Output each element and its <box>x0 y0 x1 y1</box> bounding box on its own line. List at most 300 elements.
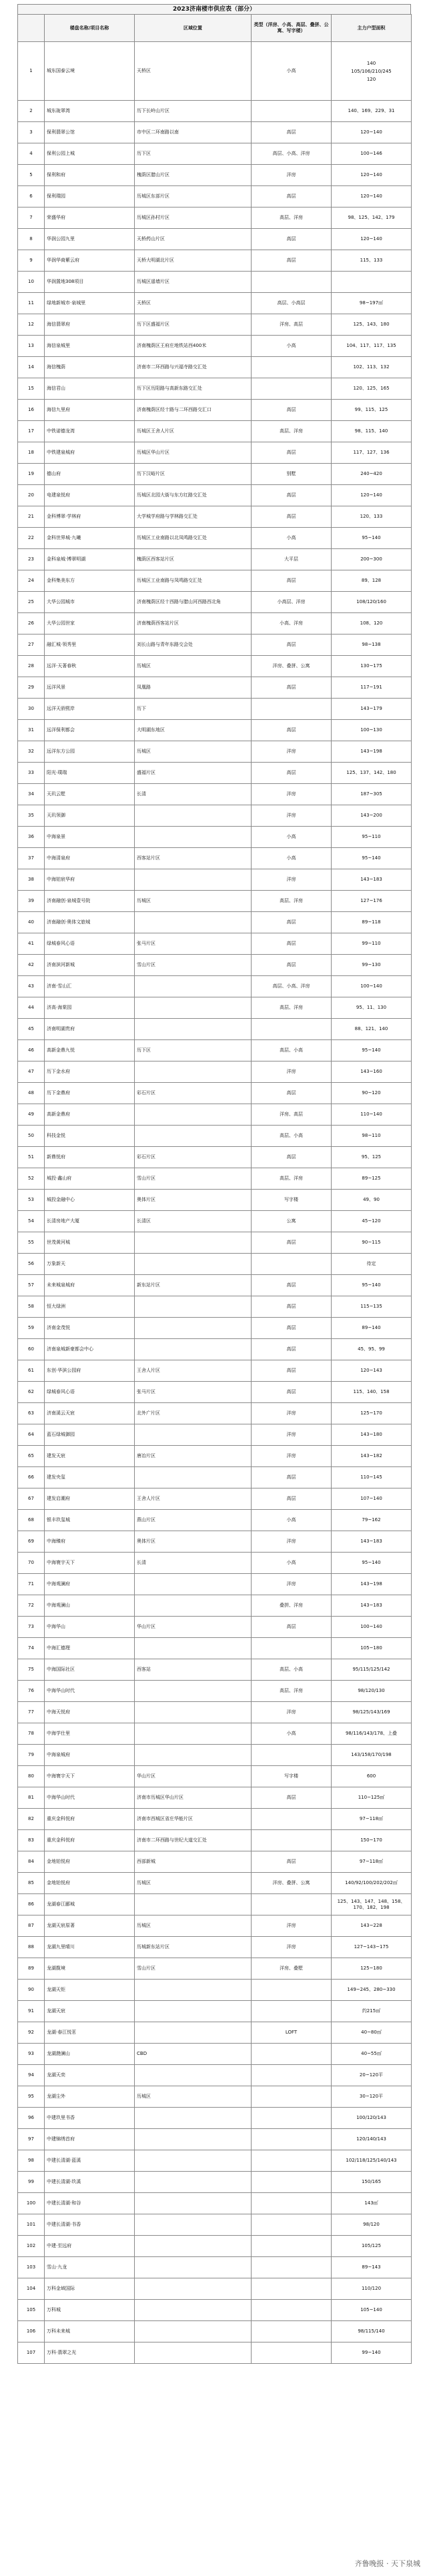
unit-area: 143~180 <box>332 1424 412 1446</box>
table-row <box>18 1745 412 1766</box>
unit-area: 95~140 <box>332 528 412 549</box>
unit-area: 98~138 <box>332 634 412 656</box>
building-type: 高层、小高 <box>252 1659 332 1681</box>
table-row <box>18 2086 412 2108</box>
row-number: 4 <box>18 143 45 165</box>
building-type: 洋房 <box>252 741 332 763</box>
unit-area: 90~115 <box>332 1232 412 1254</box>
building-type <box>252 378 332 400</box>
location <box>135 2065 252 2086</box>
unit-area: 117、127、136 <box>332 442 412 464</box>
project-name: 中海铂宸华府 <box>45 869 135 891</box>
location <box>135 1104 252 1126</box>
row-number: 87 <box>18 1915 45 1937</box>
header-number <box>18 15 45 42</box>
project-name: 龙湖滟澜山 <box>45 2044 135 2065</box>
building-type: 高层 <box>252 1296 332 1318</box>
location: 历城区 <box>135 741 252 763</box>
building-type: 高层、洋房 <box>252 1681 332 1702</box>
building-type: 高层 <box>252 1488 332 1510</box>
table-row <box>18 207 412 229</box>
row-number: 33 <box>18 763 45 784</box>
project-name: 长清房地产大厦 <box>45 1211 135 1232</box>
location: 天桥大明湖北片区 <box>135 250 252 272</box>
table-row <box>18 677 412 699</box>
building-type: 洋房 <box>252 1531 332 1553</box>
location: 奥体片区 <box>135 1190 252 1211</box>
building-type <box>252 2001 332 2022</box>
project-name: 中海泉景 <box>45 827 135 848</box>
building-type: 洋房 <box>252 1702 332 1723</box>
unit-area: 100~146 <box>332 143 412 165</box>
project-name: 华润公园九里 <box>45 229 135 250</box>
building-type: 高层、小高、洋房 <box>252 143 332 165</box>
table-row <box>18 2129 412 2150</box>
table-row <box>18 1083 412 1104</box>
table-row <box>18 1617 412 1638</box>
unit-area: 127~143~175 <box>332 1937 412 1958</box>
unit-area: 98/120/130 <box>332 1681 412 1702</box>
building-type: 小高 <box>252 528 332 549</box>
project-name: 城投金融中心 <box>45 1190 135 1211</box>
building-type <box>252 1809 332 1830</box>
location: 凤凰路 <box>135 677 252 699</box>
table-row <box>18 1190 412 1211</box>
unit-area: 40~80㎡ <box>332 2022 412 2044</box>
row-number: 40 <box>18 912 45 933</box>
unit-area: 150/165 <box>332 2172 412 2193</box>
table-row <box>18 1702 412 1723</box>
location <box>135 2193 252 2214</box>
unit-area: 98、125、142、179 <box>332 207 412 229</box>
building-type: 高层 <box>252 1787 332 1809</box>
row-number: 91 <box>18 2001 45 2022</box>
unit-area: 99~140 <box>332 2342 412 2364</box>
table-row <box>18 570 412 592</box>
unit-area: 99~130 <box>332 955 412 976</box>
row-number: 9 <box>18 250 45 272</box>
table-row <box>18 1019 412 1040</box>
project-name: 济高·海棠园 <box>45 997 135 1019</box>
building-type: 高层 <box>252 634 332 656</box>
building-type: 高层 <box>252 1318 332 1339</box>
building-type: 高层 <box>252 186 332 207</box>
table-row <box>18 784 412 805</box>
location: 历城区 <box>135 1873 252 1894</box>
project-name: 绿城春风心语 <box>45 1382 135 1403</box>
building-type: 高层、洋房 <box>252 891 332 912</box>
unit-area: 99、115、125 <box>332 400 412 421</box>
building-type <box>252 699 332 720</box>
unit-area: 140/92/100/202/202㎡ <box>332 1873 412 1894</box>
table-row <box>18 1254 412 1275</box>
location: 雪山片区 <box>135 1168 252 1190</box>
row-number: 96 <box>18 2108 45 2129</box>
location: 历下区 <box>135 143 252 165</box>
project-name: 大华公园世家 <box>45 613 135 634</box>
table-row <box>18 549 412 570</box>
unit-area: 105~140 <box>332 2300 412 2321</box>
project-name: 未来城泉城府 <box>45 1275 135 1296</box>
project-name: 新鼎悦府 <box>45 1147 135 1168</box>
unit-area: 143~179 <box>332 699 412 720</box>
table-row <box>18 2236 412 2257</box>
building-type: 高层、洋房 <box>252 1168 332 1190</box>
location: 王舍人片区 <box>135 1360 252 1382</box>
row-number: 19 <box>18 464 45 485</box>
unit-area: 200~300 <box>332 549 412 570</box>
row-number: 38 <box>18 869 45 891</box>
table-row <box>18 506 412 528</box>
table-row <box>18 997 412 1019</box>
project-name: 金地铂悦府 <box>45 1851 135 1873</box>
project-name: 蓝石绿城御园 <box>45 1424 135 1446</box>
supply-sheet <box>17 4 411 2364</box>
location <box>135 1019 252 1040</box>
row-number: 21 <box>18 506 45 528</box>
unit-area: 140、169、229、31 <box>332 101 412 122</box>
table-row <box>18 1937 412 1958</box>
unit-area: 100~130 <box>332 720 412 741</box>
row-number: 106 <box>18 2321 45 2342</box>
building-type <box>252 2300 332 2321</box>
table-row <box>18 400 412 421</box>
location: 奥体片区 <box>135 1531 252 1553</box>
row-number: 53 <box>18 1190 45 1211</box>
row-number: 30 <box>18 699 45 720</box>
table-row <box>18 42 412 101</box>
unit-area: 120~140 <box>332 229 412 250</box>
project-name: 海信泉城里 <box>45 336 135 357</box>
table-row <box>18 1787 412 1809</box>
building-type <box>252 1980 332 2001</box>
unit-area: 120、133 <box>332 506 412 528</box>
unit-area: 30~120平 <box>332 2086 412 2108</box>
table-row <box>18 1360 412 1382</box>
location <box>135 2278 252 2300</box>
project-name: 远洋天骄熙岸 <box>45 699 135 720</box>
location <box>135 1424 252 1446</box>
location: 华山片区 <box>135 1617 252 1638</box>
table-row <box>18 186 412 207</box>
project-name: 阳光·璞瑞 <box>45 763 135 784</box>
row-number: 102 <box>18 2236 45 2257</box>
row-number: 13 <box>18 336 45 357</box>
building-type <box>252 2257 332 2278</box>
location: 新东站片区 <box>135 1275 252 1296</box>
unit-area: 120~140 <box>332 165 412 186</box>
unit-area: 102、113、132 <box>332 357 412 378</box>
building-type: 洋房 <box>252 1403 332 1424</box>
table-row <box>18 1595 412 1617</box>
building-type: 小高 <box>252 42 332 101</box>
location <box>135 1339 252 1360</box>
location <box>135 2257 252 2278</box>
project-name: 中铁诺德龙湾 <box>45 421 135 442</box>
row-number: 98 <box>18 2150 45 2172</box>
building-type <box>252 2278 332 2300</box>
table-row <box>18 1446 412 1467</box>
row-number: 1 <box>18 42 45 101</box>
table-row <box>18 2214 412 2236</box>
location: 长清 <box>135 784 252 805</box>
project-name: 中海国际社区 <box>45 1659 135 1681</box>
location: 历城区工业南路与凤鸣路交汇处 <box>135 570 252 592</box>
table-row <box>18 293 412 314</box>
project-name: 大华公园城市 <box>45 592 135 613</box>
unit-area: 110~140 <box>332 1104 412 1126</box>
building-type: 高层 <box>252 506 332 528</box>
project-name: 中海寰宇天下 <box>45 1553 135 1574</box>
unit-area: 95~110 <box>332 827 412 848</box>
project-name: 济南金茂悦 <box>45 1318 135 1339</box>
unit-area-option: 140 <box>366 60 376 66</box>
table-row <box>18 1168 412 1190</box>
location: 济南市历城区华山片区 <box>135 1787 252 1809</box>
row-number: 103 <box>18 2257 45 2278</box>
location <box>135 1126 252 1147</box>
row-number: 42 <box>18 955 45 976</box>
unit-area: 143~198 <box>332 741 412 763</box>
building-type: 小高、洋房 <box>252 613 332 634</box>
table-row <box>18 1126 412 1147</box>
building-type: 高层 <box>252 1339 332 1360</box>
location: 长清区 <box>135 1211 252 1232</box>
building-type <box>252 2236 332 2257</box>
project-name: 中海华山时代 <box>45 1787 135 1809</box>
location: 长清 <box>135 1553 252 1574</box>
project-name: 中建锦绣首府 <box>45 2129 135 2150</box>
row-number: 49 <box>18 1104 45 1126</box>
location: 济南市二环西路与兴福寺路交汇处 <box>135 357 252 378</box>
unit-area: 95、11、130 <box>332 997 412 1019</box>
unit-area: 107~140 <box>332 1488 412 1510</box>
row-number: 47 <box>18 1061 45 1083</box>
location: 张马片区 <box>135 1382 252 1403</box>
project-name: 保利璞园 <box>45 186 135 207</box>
project-name: 中海天悦府 <box>45 1702 135 1723</box>
building-type <box>252 1830 332 1851</box>
unit-area: 89~125 <box>332 1168 412 1190</box>
building-type: 高层 <box>252 250 332 272</box>
row-number: 59 <box>18 1318 45 1339</box>
project-name: 海信槐荫 <box>45 357 135 378</box>
unit-area: 104、117、117、135 <box>332 336 412 357</box>
row-number: 7 <box>18 207 45 229</box>
building-type: 洋房 <box>252 1574 332 1595</box>
building-type: 高层 <box>252 933 332 955</box>
unit-area: 143~183 <box>332 1595 412 1617</box>
unit-area: 45、95、99 <box>332 1339 412 1360</box>
unit-area: 120~140 <box>332 485 412 506</box>
row-number: 62 <box>18 1382 45 1403</box>
building-type: 小高 <box>252 1553 332 1574</box>
table-row <box>18 1104 412 1126</box>
unit-area: 117~191 <box>332 677 412 699</box>
building-type: 高层 <box>252 1275 332 1296</box>
unit-area: 110/120 <box>332 2278 412 2300</box>
table-row <box>18 891 412 912</box>
row-number: 11 <box>18 293 45 314</box>
unit-area: 97~118㎡ <box>332 1809 412 1830</box>
unit-area: 125、143、147、148、158、170、182、198 <box>332 1894 412 1915</box>
row-number: 72 <box>18 1595 45 1617</box>
row-number: 89 <box>18 1958 45 1980</box>
location: 彩石片区 <box>135 1083 252 1104</box>
building-type: 高层 <box>252 485 332 506</box>
unit-area: 98、115、140 <box>332 421 412 442</box>
unit-area <box>332 42 412 101</box>
building-type <box>252 2108 332 2129</box>
building-type: 高层 <box>252 1360 332 1382</box>
unit-area: 125~180 <box>332 1958 412 1980</box>
project-name: 高新金鼎府 <box>45 1104 135 1126</box>
table-row <box>18 634 412 656</box>
table-row <box>18 1318 412 1339</box>
unit-area: 89~118 <box>332 912 412 933</box>
row-number: 17 <box>18 421 45 442</box>
unit-area: 125~170 <box>332 1403 412 1424</box>
header-project-name: 楼盘名称/项目名称 <box>45 15 135 42</box>
table-row <box>18 1894 412 1915</box>
table-row <box>18 143 412 165</box>
project-name: 万科未来城 <box>45 2321 135 2342</box>
row-number: 22 <box>18 528 45 549</box>
row-number: 2 <box>18 101 45 122</box>
location <box>135 2321 252 2342</box>
row-number: 50 <box>18 1126 45 1147</box>
row-number: 81 <box>18 1787 45 1809</box>
unit-area: 95~140 <box>332 1275 412 1296</box>
row-number: 26 <box>18 613 45 634</box>
building-type: 洋房、叠拼、公寓 <box>252 656 332 677</box>
location: 唐冶片区 <box>135 1446 252 1467</box>
table-row <box>18 2150 412 2172</box>
unit-area: 105~180 <box>332 1638 412 1659</box>
row-number: 74 <box>18 1638 45 1659</box>
table-row <box>18 464 412 485</box>
row-number: 37 <box>18 848 45 869</box>
row-number: 36 <box>18 827 45 848</box>
building-type <box>252 2193 332 2214</box>
location <box>135 2214 252 2236</box>
row-number: 69 <box>18 1531 45 1553</box>
building-type <box>252 2342 332 2364</box>
unit-area: 120~143 <box>332 1360 412 1382</box>
unit-area: 100/120/143 <box>332 2108 412 2129</box>
table-row <box>18 1681 412 1702</box>
row-number: 32 <box>18 741 45 763</box>
location: 北外广片区 <box>135 1403 252 1424</box>
header-type: 类型（洋房、小高、高层、叠拼、公寓、写字楼） <box>252 15 332 42</box>
building-type <box>252 1638 332 1659</box>
table-row <box>18 314 412 336</box>
table-row <box>18 421 412 442</box>
project-name: 历下金鼎府 <box>45 1083 135 1104</box>
building-type: 小高 <box>252 848 332 869</box>
unit-area: 143~200 <box>332 805 412 827</box>
project-name: 海信君山 <box>45 378 135 400</box>
unit-area: 100~140 <box>332 1617 412 1638</box>
building-type: 高层 <box>252 122 332 143</box>
location: 槐荫区腊山片区 <box>135 165 252 186</box>
table-row <box>18 2342 412 2364</box>
location: 西客站片区 <box>135 848 252 869</box>
table-row <box>18 1723 412 1745</box>
building-type <box>252 101 332 122</box>
building-type: 高层 <box>252 1083 332 1104</box>
row-number: 52 <box>18 1168 45 1190</box>
table-row <box>18 1873 412 1894</box>
unit-area: 143~183 <box>332 869 412 891</box>
unit-area: 120、125、165 <box>332 378 412 400</box>
project-name: 科技金悦 <box>45 1126 135 1147</box>
location: 济南市西城区省庄华能片区 <box>135 1809 252 1830</box>
project-name: 万科金域国际 <box>45 2278 135 2300</box>
unit-area: 95~140 <box>332 848 412 869</box>
building-type: 高层、洋房 <box>252 997 332 1019</box>
unit-area: 143~182 <box>332 1446 412 1467</box>
location <box>135 2022 252 2044</box>
project-name: 历下金水府 <box>45 1061 135 1083</box>
building-type: 高层 <box>252 1382 332 1403</box>
project-name: 高新金鼎九悦 <box>45 1040 135 1061</box>
project-name: 金科泉城·博翠明湖 <box>45 549 135 570</box>
row-number: 44 <box>18 997 45 1019</box>
project-name: 龙湖天宸 <box>45 2001 135 2022</box>
table-row <box>18 2022 412 2044</box>
table-row <box>18 1424 412 1446</box>
project-name: 华润华商紫云府 <box>45 250 135 272</box>
building-type: 高层 <box>252 400 332 421</box>
table-row <box>18 442 412 464</box>
row-number: 73 <box>18 1617 45 1638</box>
project-name: 天玑领御 <box>45 805 135 827</box>
table-row <box>18 848 412 869</box>
table-row <box>18 1275 412 1296</box>
location <box>135 1723 252 1745</box>
table-row <box>18 1467 412 1488</box>
location: 盛福片区 <box>135 763 252 784</box>
row-number: 35 <box>18 805 45 827</box>
unit-area: 95/115/125/142 <box>332 1659 412 1681</box>
project-name: 龙湖九里晴川 <box>45 1937 135 1958</box>
table-row <box>18 1531 412 1553</box>
project-name: 中建·至远府 <box>45 2236 135 2257</box>
location: 天桥区 <box>135 293 252 314</box>
project-name: 中海华山时代 <box>45 1681 135 1702</box>
row-number: 101 <box>18 2214 45 2236</box>
row-number: 92 <box>18 2022 45 2044</box>
unit-area: 108、120 <box>332 613 412 634</box>
row-number: 93 <box>18 2044 45 2065</box>
row-number: 94 <box>18 2065 45 2086</box>
unit-area: 102/118/125/140/143 <box>332 2150 412 2172</box>
project-name: 远洋风景 <box>45 677 135 699</box>
table-header-row <box>18 15 412 42</box>
table-row <box>18 805 412 827</box>
table-row <box>18 1980 412 2001</box>
row-number: 14 <box>18 357 45 378</box>
location: 历下 <box>135 699 252 720</box>
unit-area: 143/158/170/198 <box>332 1745 412 1766</box>
row-number: 48 <box>18 1083 45 1104</box>
building-type: 小高层、洋房 <box>252 592 332 613</box>
location: 济南槐荫区经十西路与腊山河西路西北角 <box>135 592 252 613</box>
table-row <box>18 2108 412 2129</box>
table-row <box>18 1232 412 1254</box>
unit-area: 187~305 <box>332 784 412 805</box>
